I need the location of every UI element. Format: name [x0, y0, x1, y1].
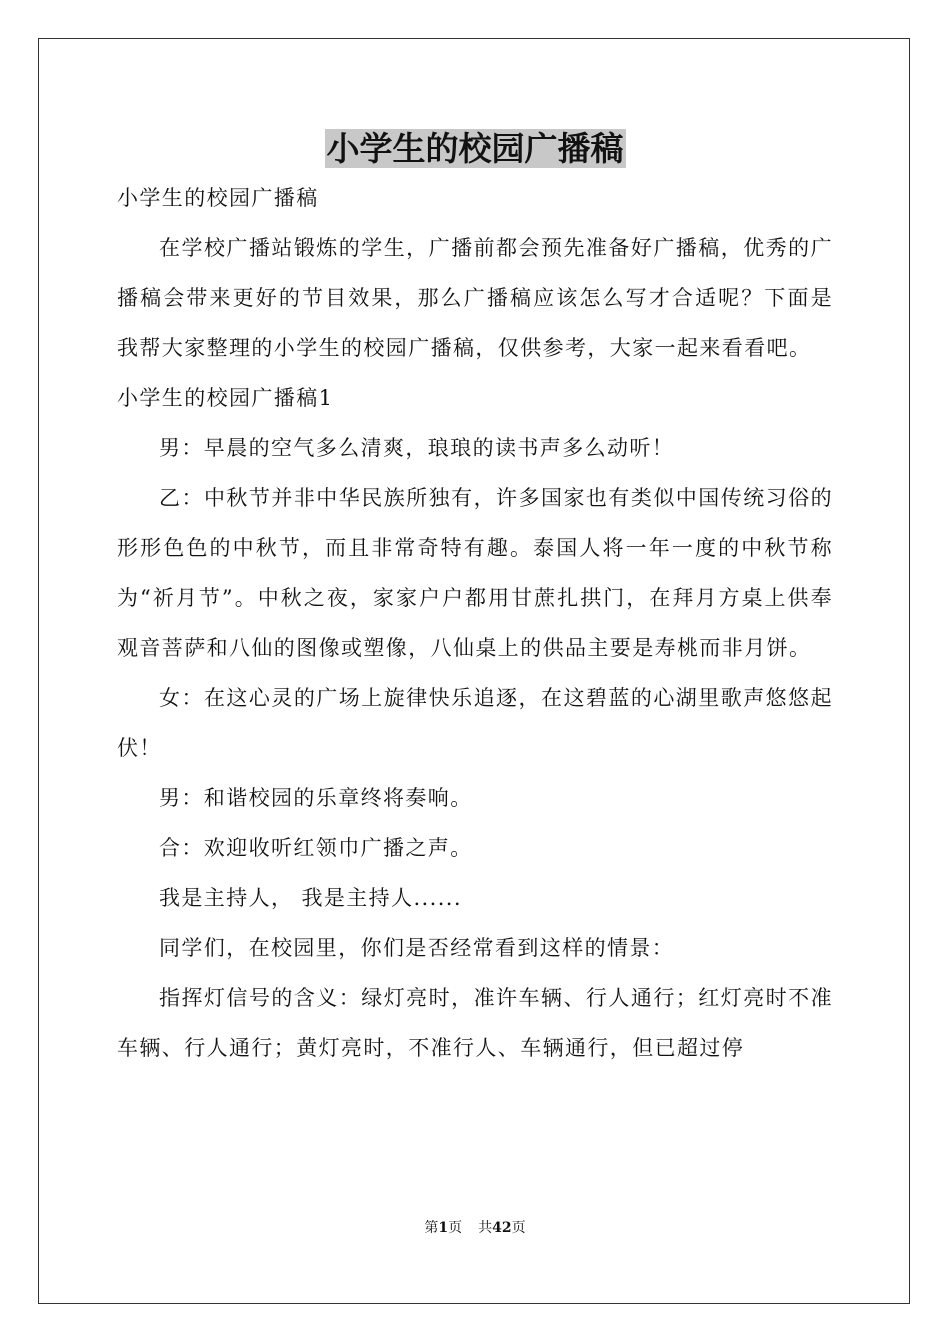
paragraph-line-male-1: 男：早晨的空气多么清爽，琅琅的读书声多么动听！ [159, 436, 675, 460]
paragraph-line-male-2: 男：和谐校园的乐章终将奏响。 [159, 786, 473, 810]
paragraph-section-heading: 小学生的校园广播稿1 [117, 386, 334, 410]
footer-page-prefix: 第 [424, 1220, 439, 1236]
paragraph-traffic-lights: 指挥灯信号的含义：绿灯亮时，准许车辆、行人通行；红灯亮时不准车辆、行人通行；黄灯亮时，不准行人、车辆通行，但已超过停 [117, 986, 833, 1060]
paragraph-line-female: 女：在这心灵的广场上旋律快乐追逐，在这碧蓝的心湖里歌声悠悠起伏！ [117, 686, 833, 760]
paragraph-subtitle: 小学生的校园广播稿 [117, 186, 319, 210]
footer-page-current: 1 [438, 1220, 449, 1236]
paragraph-line-together: 合：欢迎收听红领巾广播之声。 [159, 836, 473, 860]
footer-page-suffix: 页 [448, 1220, 463, 1236]
footer-total-suffix: 页 [511, 1220, 526, 1236]
footer-total-prefix: 共 [478, 1220, 493, 1236]
document-title-text: 小学生的校园广播稿 [326, 129, 624, 168]
footer-page-total: 42 [492, 1220, 512, 1236]
paragraph-hosts: 我是主持人， 我是主持人...... [159, 886, 462, 910]
paragraph-question: 同学们，在校园里，你们是否经常看到这样的情景： [159, 936, 675, 960]
document-body [117, 173, 833, 1073]
paragraph-line-yi: 乙：中秋节并非中华民族所独有，许多国家也有类似中国传统习俗的形形色色的中秋节，而且非常奇特有趣。泰国人将一年一度的中秋节称为“祈月节”。中秋之夜，家家户户都用甘蔗扎拱门，在拜月方桌上供奉观音菩萨和八仙的图像或塑像，八仙桌上的供品主要是寿桃而非月饼。 [117, 486, 833, 660]
paragraph-intro: 在学校广播站锻炼的学生，广播前都会预先准备好广播稿，优秀的广播稿会带来更好的节目效果，那么广播稿应该怎么写才合适呢？下面是我帮大家整理的小学生的校园广播稿，仅供参考，大家一起来看看吧。 [117, 236, 833, 360]
document-title [0, 124, 950, 174]
page-footer [0, 1218, 950, 1238]
